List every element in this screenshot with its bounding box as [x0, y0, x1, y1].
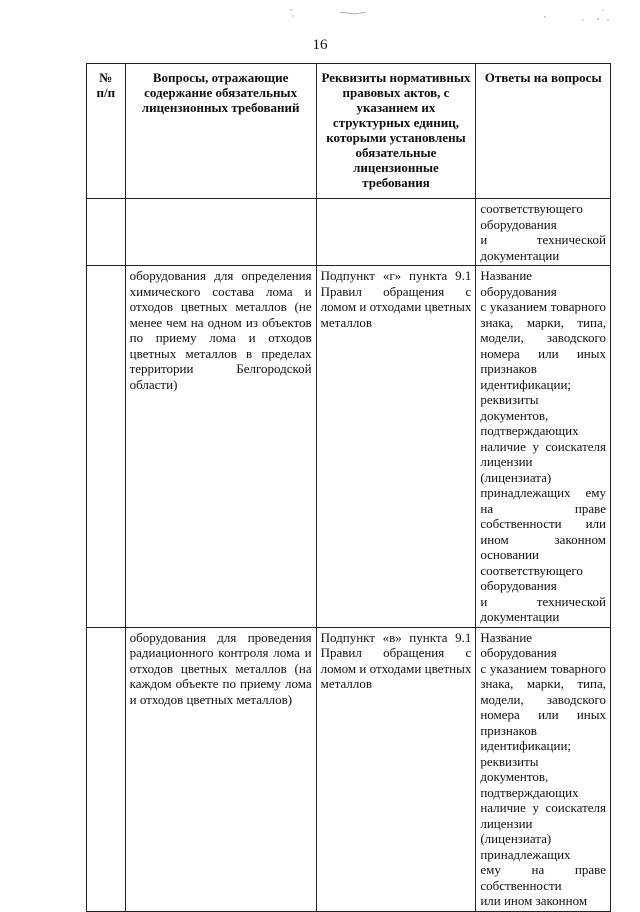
row-question: [125, 199, 316, 266]
page-number: 16: [312, 37, 328, 53]
table-row: [87, 627, 611, 911]
row-question: оборудования для проведения радиационного контроля лома и отходов цветных металлов (на каждом объекте по приему лома и отходов цветных металлов): [125, 627, 316, 911]
row-number: [87, 199, 126, 266]
row-answer: Название оборудования с указанием товарного знака, марки, типа, модели, заводского номера или иных признаков идентификации; реквизиты документов, подтверждающих наличие у соискателя лицензии (лицензиата) принадлежащих ему на праве собственности или ином законном: [476, 627, 611, 911]
row-answer: Название оборудования с указанием товарного знака, марки, типа, модели, заводского номера или иных признаков идентификации; реквизиты документов, подтверждающих наличие у соискателя лицензии (лицензиата) принадлежащих ему на праве собственности или ином законном основании соответствующего оборудования и технической документации: [476, 266, 611, 628]
row-reference: [316, 199, 476, 266]
header-questions: Вопросы, отражающие содержание обязательных лицензионных требований: [125, 64, 316, 199]
license-requirements-table: [86, 63, 611, 912]
header-answers: Ответы на вопросы: [476, 64, 611, 199]
row-question: оборудования для определения химического состава лома и отходов цветных металлов (не менее чем на одном из объектов по приему лома и отходов цветных металлов в пределах территории Белгородской области): [125, 266, 316, 628]
header-number: № п/п: [87, 64, 126, 199]
scan-specks: [0, 0, 640, 30]
row-reference: Подпункт «в» пункта 9.1 Правил обращения с ломом и отходами цветных металлов: [316, 627, 476, 911]
table-row: [87, 199, 611, 266]
table-row: [87, 266, 611, 628]
row-reference: Подпункт «г» пункта 9.1 Правил обращения с ломом и отходами цветных металлов: [316, 266, 476, 628]
header-references: Реквизиты нормативных правовых актов, с указанием их структурных единиц, которыми установлены обязательные лицензионные требования: [316, 64, 476, 199]
row-answer: соответствующего оборудования и технической документации: [476, 199, 611, 266]
table-header-row: [87, 64, 611, 199]
row-number: [87, 266, 126, 628]
row-number: [87, 627, 126, 911]
